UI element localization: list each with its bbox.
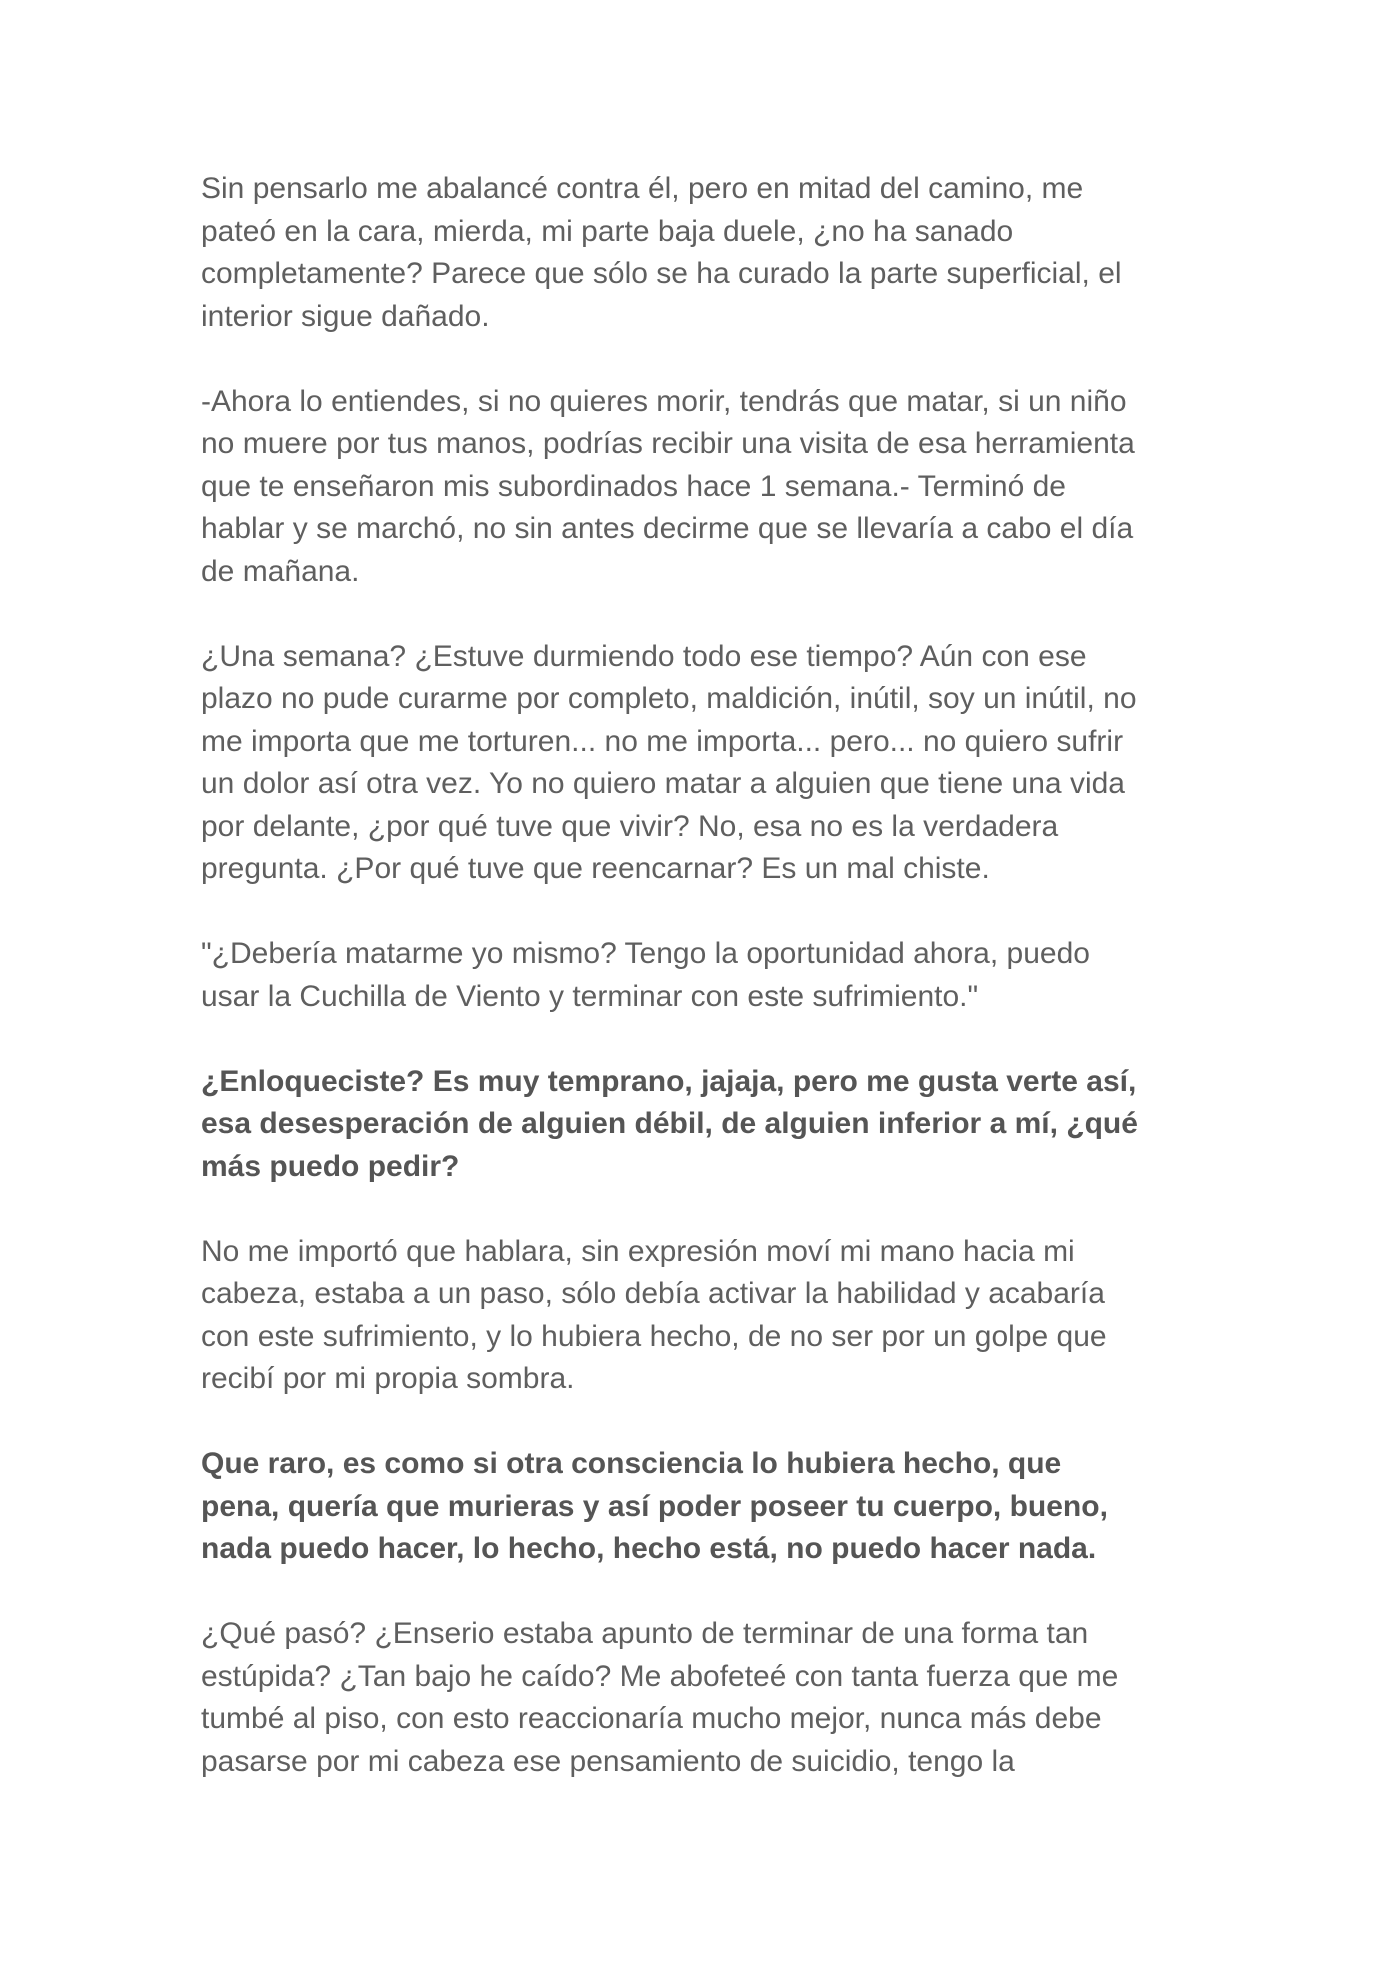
text-line: estúpida? ¿Tan bajo he caído? Me abofeteé con tanta fuerza que me xyxy=(201,1659,1119,1693)
inner-voice-paragraph xyxy=(201,1061,1211,1189)
text-line: -Ahora lo entiendes, si no quieres morir, tendrás que matar, si un niño xyxy=(201,384,1127,418)
text-line: ¿Enloqueciste? Es muy temprano, jajaja, pero me gusta verte así, xyxy=(201,1064,1137,1098)
text-line: no muere por tus manos, podrías recibir una visita de esa herramienta xyxy=(201,427,1135,460)
narrative-paragraph xyxy=(201,1231,1211,1401)
text-line: Sin pensarlo me abalancé contra él, pero en mitad del camino, me xyxy=(201,172,1084,205)
text-line: completamente? Parece que sólo se ha curado la parte superficial, el xyxy=(201,257,1122,290)
text-line: cabeza, estaba a un paso, sólo debía activar la habilidad y acabaría xyxy=(201,1277,1105,1310)
text-line: nada puedo hacer, lo hecho, hecho está, no puedo hacer nada. xyxy=(201,1532,1097,1565)
narrative-paragraph xyxy=(201,933,1211,1018)
text-line: pasarse por mi cabeza ese pensamiento de suicidio, tengo la xyxy=(201,1744,1015,1778)
narrative-paragraph xyxy=(201,168,1211,338)
text-line: me importa que me torturen... no me importa... pero... no quiero sufrir xyxy=(201,724,1124,758)
text-line: usar la Cuchilla de Viento y terminar con este sufrimiento." xyxy=(201,979,979,1013)
text-line: No me importó que hablara, sin expresión moví mi mano hacia mi xyxy=(201,1234,1075,1268)
text-line: pateó en la cara, mierda, mi parte baja duele, ¿no ha sanado xyxy=(201,214,1014,248)
text-line: hablar y se marchó, no sin antes decirme que se llevaría a cabo el día xyxy=(201,512,1134,545)
inner-voice-paragraph xyxy=(201,1443,1211,1571)
text-line: recibí por mi propia sombra. xyxy=(201,1362,575,1395)
narrative-paragraph xyxy=(201,1613,1211,1783)
text-line: tumbé al piso, con esto reaccionaría mucho mejor, nunca más debe xyxy=(201,1702,1102,1735)
text-line: de mañana. xyxy=(201,554,360,588)
text-line: pena, quería que murieras y así poder poseer tu cuerpo, bueno, xyxy=(201,1489,1108,1523)
text-line: pregunta. ¿Por qué tuve que reencarnar? Es un mal chiste. xyxy=(201,852,990,885)
text-line: "¿Debería matarme yo mismo? Tengo la oportunidad ahora, puedo xyxy=(201,937,1090,970)
text-line: plazo no pude curarme por completo, maldición, inútil, soy un inútil, no xyxy=(201,682,1137,715)
text-line: Que raro, es como si otra consciencia lo hubiera hecho, que xyxy=(201,1447,1062,1480)
text-line: que te enseñaron mis subordinados hace 1 semana.- Terminó de xyxy=(201,469,1066,503)
text-line: un dolor así otra vez. Yo no quiero matar a alguien que tiene una vida xyxy=(201,767,1125,800)
text-line: por delante, ¿por qué tuve que vivir? No, esa no es la verdadera xyxy=(201,809,1059,843)
text-line: más puedo pedir? xyxy=(201,1149,460,1183)
narrative-paragraph xyxy=(201,636,1211,891)
text-line: interior sigue dañado. xyxy=(201,299,490,333)
text-line: esa desesperación de alguien débil, de alguien inferior a mí, ¿qué xyxy=(201,1107,1138,1140)
text-line: con este sufrimiento, y lo hubiera hecho, de no ser por un golpe que xyxy=(201,1319,1107,1353)
text-line: ¿Una semana? ¿Estuve durmiendo todo ese tiempo? Aún con ese xyxy=(201,639,1087,673)
text-line: ¿Qué pasó? ¿Enserio estaba apunto de terminar de una forma tan xyxy=(201,1617,1089,1650)
body-text xyxy=(201,168,1211,1783)
narrative-paragraph xyxy=(201,381,1211,594)
